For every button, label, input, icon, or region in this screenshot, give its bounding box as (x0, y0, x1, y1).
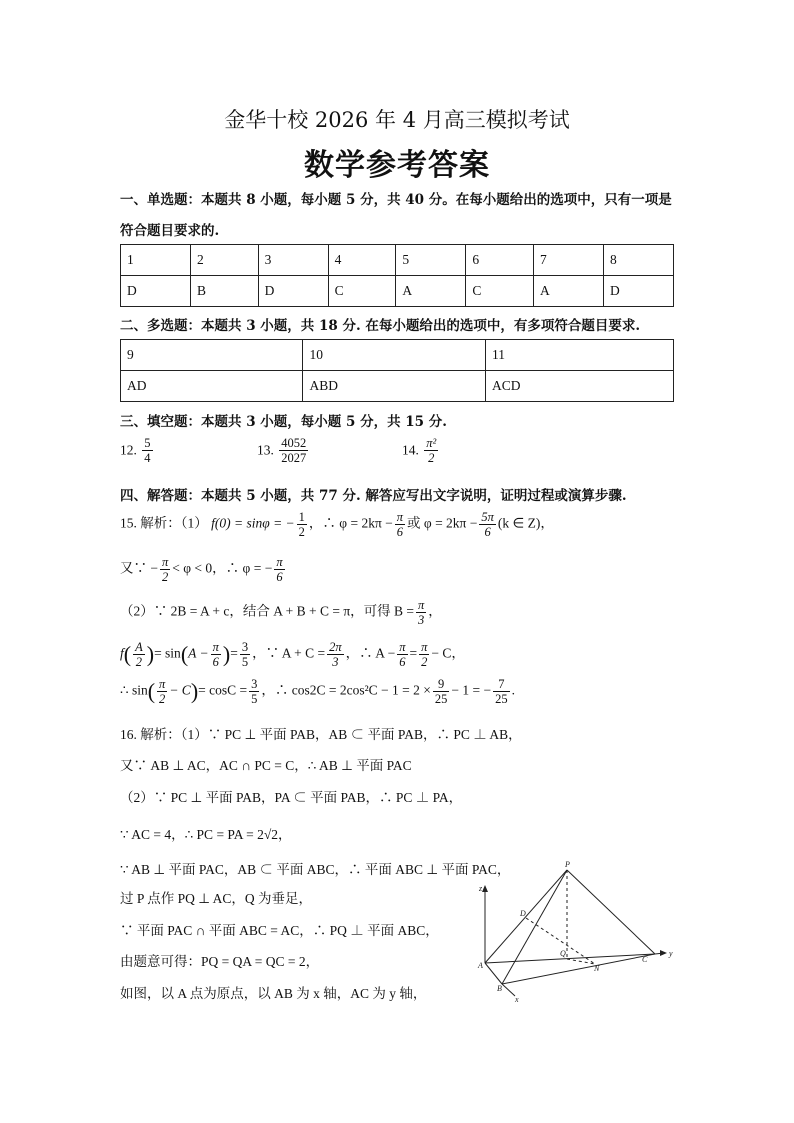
table-cell: ACD (485, 371, 673, 402)
math-expression: − 1 = − (451, 682, 492, 698)
math-expression: = cosC = (198, 682, 248, 698)
fraction (160, 555, 170, 584)
table-cell: 10 (303, 340, 485, 371)
fraction (297, 510, 307, 539)
label-C: C (642, 955, 648, 964)
math-expression: （2）∵ 2B = A + c，结合 A + B + C = π，可得 B = (120, 603, 415, 619)
table-cell: 11 (485, 340, 673, 371)
numerator: π (159, 677, 166, 691)
section1-heading-line2: 符合题目要求的. (120, 223, 220, 239)
denominator: 3 (332, 655, 339, 669)
denominator: 5 (241, 655, 249, 669)
table-cell: C (328, 276, 396, 307)
edge-PB (502, 870, 567, 984)
math-expression: 又∵ − (120, 560, 158, 576)
x-axis-ext (502, 984, 515, 996)
fraction (240, 640, 250, 669)
math-expression: ，∴ φ = 2kπ − (308, 515, 393, 531)
label-A: A (478, 961, 483, 970)
fraction (133, 640, 145, 669)
fraction (157, 677, 167, 706)
table-cell: 4 (328, 245, 396, 276)
math-expression: = (409, 645, 418, 661)
table-cell: 3 (258, 245, 328, 276)
pyramid-figure (470, 858, 680, 1008)
question-number: 13. (257, 442, 274, 458)
q16-line9: 如图，以 A 点为原点，以 AB 为 x 轴，AC 为 y 轴， (120, 986, 427, 1001)
denominator: 2 (135, 655, 143, 669)
math-expression: f(0) = sinφ = − (211, 515, 295, 531)
edge-AB (485, 963, 502, 984)
paren: ( (147, 678, 156, 704)
paren: ) (222, 641, 231, 667)
paren: ( (123, 641, 132, 667)
numerator: A (135, 640, 143, 654)
fraction (416, 598, 426, 627)
fraction (211, 640, 221, 669)
denominator: 3 (418, 613, 425, 627)
label-x: x (515, 995, 519, 1004)
numerator: 7 (493, 677, 510, 692)
numerator: π (396, 510, 404, 524)
math-expression: ∴ sin (120, 682, 148, 698)
section1-heading-line1: 一、单选题：本题共 8 小题，每小题 5 分，共 40 分。在每小题给出的选项中，只有一项是 (120, 192, 672, 208)
denominator: 25 (434, 692, 448, 706)
q15-line4: f( $\frac{A}{2}$ )= sin(A − $\frac{\pi}{6}$ )= $\frac{3}{5}$ ，∵ A + C = $\frac{2\pi}{3}$ ，∴ A − $\frac{\pi}{6}$ = $\frac{\pi}{2}$ − C， (120, 640, 465, 669)
table-cell: 1 (121, 245, 191, 276)
label-N: N (594, 964, 600, 973)
math-expression: . (511, 682, 515, 698)
label-Q: Q (560, 949, 566, 958)
fraction (479, 510, 496, 539)
table-cell: D (258, 276, 328, 307)
denominator: 4 (144, 451, 151, 465)
question-number: 12. (120, 442, 137, 458)
fill-answer-13 (257, 436, 310, 465)
q15-line3 (120, 598, 442, 627)
fill-blank-answers (120, 436, 520, 476)
denominator: 6 (399, 655, 406, 669)
fraction (249, 677, 259, 706)
table-cell: 7 (534, 245, 604, 276)
fraction (279, 436, 308, 465)
q16-line6: 过 P 点作 PQ ⊥ AC，Q 为垂足， (120, 891, 313, 906)
edge-PC (567, 870, 655, 954)
q16-line2: 又∵ AB ⊥ AC，AC ∩ PC = C，∴ AB ⊥ 平面 PAC (120, 758, 412, 773)
edge-PA (485, 870, 567, 963)
numerator: π² (426, 436, 437, 450)
numerator: 2π (329, 640, 342, 654)
numerator: π (276, 555, 283, 569)
numerator: 3 (241, 640, 249, 654)
table-cell: A (396, 276, 466, 307)
fill-answer-14 (402, 436, 440, 465)
fraction (395, 510, 405, 539)
numerator: π (421, 640, 428, 654)
fraction (142, 436, 152, 465)
numerator: 4052 (281, 436, 307, 450)
question-number: 14. (402, 442, 419, 458)
table-cell: 9 (121, 340, 303, 371)
table-cell: 8 (603, 245, 673, 276)
multi-choice-table (120, 339, 674, 402)
q16-line3: （2）∵ PC ⊥ 平面 PAB，PA ⊂ 平面 PAB，∴ PC ⊥ PA， (120, 790, 463, 805)
math-expression: = (230, 645, 238, 661)
denominator: 2 (162, 570, 169, 584)
paren: ) (190, 678, 199, 704)
y-arrow (660, 950, 667, 956)
label-P: P (565, 860, 570, 869)
fraction (424, 436, 438, 465)
math-expression: f (120, 645, 124, 661)
math-expression: − C， (431, 645, 465, 661)
denominator: 2027 (281, 451, 307, 465)
q15-line5: ∴ sin( $\frac{\pi}{2}$ − C)= cosC = $\frac{3}{5}$ ，∴ cos2C = 2cos²C − 1 = 2 × $\frac{9}{25}$ − 1 = − $\frac{7}{25}$ . (120, 677, 515, 706)
section2-heading: 二、多选题：本题共 3 小题，共 18 分. 在每小题给出的选项中，有多项符合题目要求. (120, 318, 641, 334)
label-B: B (497, 984, 502, 993)
numerator: 1 (298, 510, 305, 524)
table-cell: C (466, 276, 534, 307)
table-cell: AD (121, 371, 303, 402)
math-expression: < φ < 0，∴ φ = − (172, 560, 273, 576)
math-expression: ，∵ A + C = (252, 645, 326, 661)
denominator: 6 (276, 570, 283, 584)
z-arrow (482, 885, 488, 892)
numerator: π (418, 598, 425, 612)
solution-text: 15. 解析：（1） (120, 515, 208, 531)
q16-line4: ∵ AC = 4，∴ PC = PA = 2√2， (120, 827, 292, 842)
single-choice-table (120, 244, 674, 307)
denominator: 2 (298, 525, 305, 539)
numerator: 5 (144, 436, 151, 450)
section3-heading: 三、填空题：本题共 3 小题，每小题 5 分，共 15 分. (120, 414, 447, 430)
denominator: 25 (495, 692, 508, 706)
table-cell: 6 (466, 245, 534, 276)
numerator: π (399, 640, 406, 654)
exam-title: 金华十校 2026 年 4 月高三模拟考试 (224, 108, 570, 132)
q15-line1 (120, 510, 554, 539)
table-cell: ABD (303, 371, 485, 402)
fraction (327, 640, 344, 669)
multi-choice-answer-row (121, 371, 674, 402)
denominator: 2 (159, 692, 166, 706)
fraction (493, 677, 510, 706)
section4-heading: 四、解答题：本题共 5 小题，共 77 分. 解答应写出文字说明，证明过程或演算步骤. (120, 488, 627, 504)
q15-line2 (120, 555, 287, 584)
table-cell: 2 (190, 245, 258, 276)
q16-line7: ∵ 平面 PAC ∩ 平面 ABC = AC，∴ PQ ⊥ 平面 ABC， (120, 923, 439, 938)
denominator: 6 (484, 525, 491, 539)
label-y: y (669, 949, 673, 958)
q16-line1: 16. 解析：（1）∵ PC ⊥ 平面 PAB，AB ⊂ 平面 PAB，∴ PC ⊥ AB， (120, 727, 522, 742)
denominator: 5 (251, 692, 258, 706)
table-cell: 5 (396, 245, 466, 276)
label-z: z (479, 884, 483, 893)
fraction (397, 640, 407, 669)
table-cell: D (121, 276, 191, 307)
numerator: π (162, 555, 169, 569)
q16-line5: ∵ AB ⊥ 平面 PAC，AB ⊂ 平面 ABC，∴ 平面 ABC ⊥ 平面 PAC， (120, 862, 511, 877)
math-expression: (k ∈ Z)， (497, 515, 554, 531)
denominator: 2 (428, 451, 435, 465)
table-cell: D (603, 276, 673, 307)
q16-line8: 由题意可得：PQ = QA = QC = 2， (120, 954, 320, 969)
single-choice-number-row (121, 245, 674, 276)
multi-choice-number-row (121, 340, 674, 371)
math-expression: ， (428, 603, 442, 619)
math-expression: = sin (154, 645, 181, 661)
denominator: 6 (396, 525, 404, 539)
math-expression: ，∴ A − (345, 645, 396, 661)
denominator: 6 (212, 655, 219, 669)
denominator: 2 (421, 655, 428, 669)
math-expression: 或 φ = 2kπ − (407, 515, 478, 531)
math-expression: ，∴ cos2C = 2cos²C − 1 = 2 × (261, 682, 431, 698)
numerator: 5π (481, 510, 494, 524)
single-choice-answer-row (121, 276, 674, 307)
table-cell: A (534, 276, 604, 307)
paren: ( (180, 641, 189, 667)
table-cell: B (190, 276, 258, 307)
fill-answer-12 (120, 436, 155, 465)
numerator: 3 (251, 677, 258, 691)
fraction (274, 555, 284, 584)
numerator: π (212, 640, 219, 654)
fraction (419, 640, 429, 669)
label-D: D (520, 909, 526, 918)
fraction (433, 677, 450, 706)
answer-key-title: 数学参考答案 (304, 148, 490, 183)
numerator: 9 (433, 677, 450, 692)
paren: ) (146, 641, 155, 667)
